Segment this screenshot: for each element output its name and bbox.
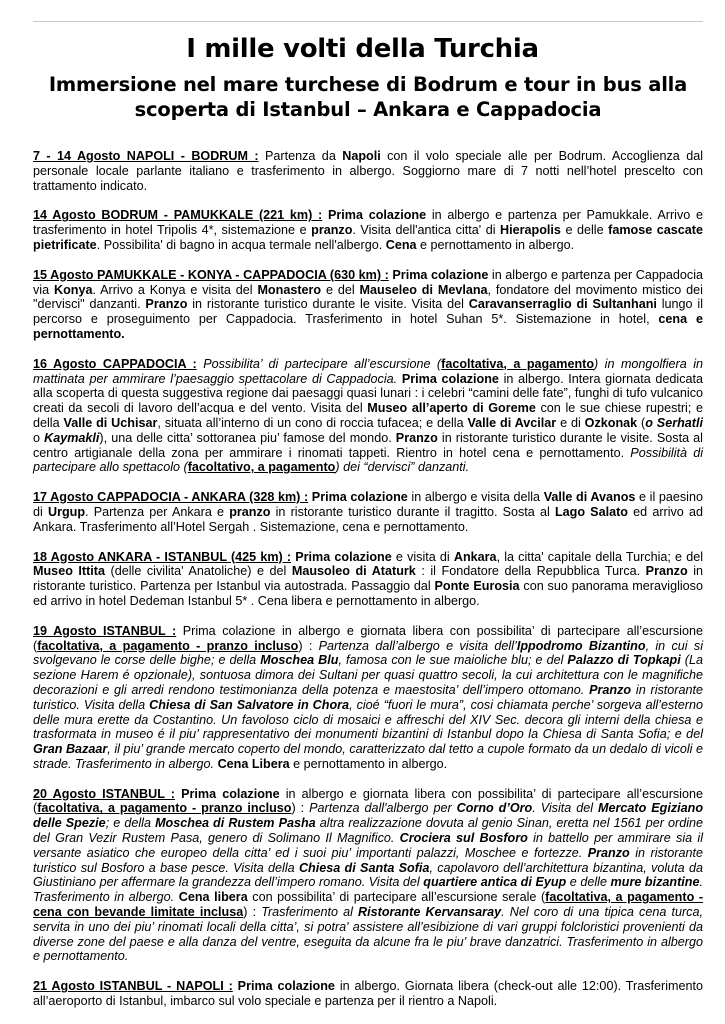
day-text: . Visita dell'antica citta' di <box>352 223 501 238</box>
day-text: Prima colazione in albergo e giornata libera con possibilita’ di partecipare all’escursione ( <box>33 623 703 653</box>
day-text: facoltativo, a pagamento <box>187 460 336 475</box>
top-rule <box>33 21 703 22</box>
day-text: e il paesino di <box>33 490 703 519</box>
day-text: Palazzo di Topkapi <box>567 653 681 668</box>
day-text: Cena Libera <box>217 756 290 771</box>
day-text: famose cascate pietrificate <box>33 223 704 252</box>
itinerary-day <box>33 149 703 193</box>
day-text: e visita di <box>391 549 454 564</box>
itinerary-day <box>33 268 703 342</box>
day-text: Pranzo <box>645 564 688 579</box>
day-text: Napoli <box>342 149 381 163</box>
day-text: quartiere antica di Eyup <box>423 875 567 890</box>
day-text: ) : <box>298 638 319 653</box>
day-text: Hierapolis <box>500 223 561 238</box>
day-text: in ristorante turistico durante le visite. Sosta al centro artigianale della zona per ammirare i rinomati tappeti. Rientro in hotel cena e pernottamento. <box>33 430 703 460</box>
day-text: Corno d’Oro <box>456 801 533 816</box>
day-text: . Possibilita' di bagno in acqua termale nell'albergo. <box>96 237 386 252</box>
document-subtitle: Immersione nel mare turchese di Bodrum e tour in bus alla scoperta di Istanbul – Ankara e Cappadocia <box>48 73 688 121</box>
day-text: Mercato Egiziano delle Spezie <box>33 801 704 831</box>
day-text: in ristorante turistico. Partenza per Istanbul via autostrada. Passaggio dal <box>33 564 704 594</box>
day-text: Caravanserraglio di Sultanhani <box>468 297 657 312</box>
day-text: e pernottamento in albergo. <box>416 237 575 252</box>
day-heading: 14 Agosto BODRUM - PAMUKKALE (221 km) : <box>33 208 323 223</box>
day-text: Konya <box>53 282 93 297</box>
day-text: e di <box>556 415 585 430</box>
day-text: Valle di Avanos <box>543 490 636 505</box>
day-text: Possibilità di partecipare allo spettacolo ( <box>33 445 704 475</box>
day-text: ( <box>637 415 646 430</box>
day-text: Pranzo <box>589 682 632 697</box>
day-text: in albergo e giornata libera con possibilita’ di partecipare all’escursione ( <box>33 786 703 816</box>
day-text: Ippodromo Bizantino <box>516 638 646 653</box>
day-text: in ristorante turistico durante le visite. Visita del <box>187 297 469 312</box>
day-text: Ozkonak <box>584 415 638 430</box>
day-text: e delle <box>560 223 609 238</box>
day-text: ed arrivo ad Ankara. Trasferimento all’Hotel Sergah . Sistemazione, cena e pernottamento. <box>33 504 703 534</box>
day-text: Prima colazione <box>327 208 427 223</box>
itinerary-day <box>33 787 703 965</box>
day-text: Partenza dall’albergo e visita dell’ <box>318 638 517 653</box>
day-heading: 19 Agosto ISTANBUL : <box>33 623 177 638</box>
day-text: o <box>33 430 45 445</box>
day-text: ) in mongolfiera in mattinata per ammirare l’paesaggio spettacolare di Cappadocia. <box>33 356 703 386</box>
day-text: in albergo e visita della <box>407 490 544 505</box>
day-text: Chiesa di San Salvatore in Chora <box>149 697 350 712</box>
day-text: : il Fondatore della Repubblica Turca. <box>415 564 646 579</box>
day-text: Museo all’aperto di Goreme <box>367 401 536 416</box>
day-text: in albergo e partenza per Pamukkale. Arrivo e trasferimento in hotel Tripolis 4*, sistemazione e <box>33 208 703 238</box>
itinerary-day <box>33 490 703 534</box>
day-text: Moschea Blu <box>260 653 339 668</box>
day-text: Valle di Avcilar <box>467 415 557 430</box>
day-heading: 15 Agosto PAMUKKALE - KONYA - CAPPADOCIA (630 km) : <box>33 267 389 282</box>
day-heading: 21 Agosto ISTANBUL - NAPOLI : <box>33 979 233 994</box>
day-text: e delle <box>566 875 611 890</box>
day-text: Valle di Uchisar <box>63 415 158 430</box>
day-text: in ristorante turistico durante il tragitto. Sosta al <box>270 504 555 519</box>
day-text: in albergo. Giornata libera (check-out alle 12:00). Trasferimento all’aeroporto di Istanbul, imbarco sul volo speciale e partenza per il rientro a Napoli. <box>33 979 704 1009</box>
day-text: Mausoleo di Ataturk <box>291 564 416 579</box>
day-text: cena e pernottamento. <box>33 312 703 341</box>
day-text: . Visita del <box>532 801 598 816</box>
day-text: pranzo <box>311 223 353 238</box>
day-text: in battello per ammirare sia il versante asiatico che europeo della citta’ ed i suoi piu’ importanti palazzi, Moschee e fortezze. <box>33 831 703 860</box>
day-text: con le sue chiese rupestri; e della <box>33 401 703 430</box>
day-text: Pranzo <box>587 845 630 860</box>
day-text: in albergo e partenza per Cappadocia via <box>33 267 703 297</box>
day-text: Crociera sul Bosforo <box>399 831 528 846</box>
day-text: in ristorante turistico sul Bosforo a base pesce. Visita della <box>33 845 703 875</box>
day-text: Ristorante Kervansaray <box>358 905 502 920</box>
day-text: ) dei “dervisci” danzanti. <box>335 460 470 475</box>
day-heading: 16 Agosto CAPPADOCIA : <box>33 356 197 371</box>
day-text: (La sezione Harem é opzionale), sontuosa dimora dei Sultani per quasi quattro secoli, la cui architettura con le magnifiche decorazioni e gli arredi rendono testimonianza della potenza e maestosita’ dell’impero ottomano. <box>33 653 703 697</box>
day-text: . Nel coro di una tipica cena turca, servita in uno dei piu’ rinomati locali della citta’, si potra' assistere all’esibizione di vari gruppi folcloristici provenienti da diverse zone del paese e alla danza del ventre, eseguita da alcune fra le piu’ brave danzatrici. Trasferimento in albergo e pernottamento. <box>33 905 703 964</box>
day-text: facoltativa, a pagamento - pranzo incluso <box>37 801 292 816</box>
day-text: , il piu’ grande mercato coperto del mondo, caratterizzato dal tetto a cupole formato da un dedalo di vicoli e strade. Trasferimento in albergo. <box>33 742 704 771</box>
document-title: I mille volti della Turchia <box>186 34 539 64</box>
day-text: facoltativa, a pagamento - cena con bevande limitate inclusa <box>33 890 704 920</box>
itinerary-day <box>33 550 703 609</box>
day-text: Mauseleo di Mevlana <box>359 282 488 297</box>
day-text: facoltativa, a pagamento - pranzo incluso <box>37 638 299 653</box>
day-heading: 18 Agosto ANKARA - ISTANBUL (425 km) : <box>33 549 292 564</box>
day-text: (delle civilita' Anatoliche) e del <box>105 564 292 579</box>
day-text: in albergo. Intera giornata dedicata alla scoperta di questa suggestiva regione dai paesaggi quasi lunari : i celebri “camini delle fate”, funghi di tufo vulcanico creati da secoli di lavoro dell’acqua e del vento. Visita del <box>33 371 703 416</box>
day-text: con possibilita’ di partecipare all’escursione serale ( <box>247 890 546 905</box>
day-text: Possibilita’ di partecipare all’escursione ( <box>203 356 442 371</box>
day-text: Gran Bazaar <box>33 742 108 757</box>
day-text: Ankara <box>453 549 497 564</box>
day-text: ; e della <box>105 816 156 831</box>
day-text: , cioé “fuori le mura”, cosi chiamata perche’ sorgeva all’esterno delle mura erette da Costantino. Un favoloso ciclo di mosaici e affreschi del XIV Sec. decora gli interni della chiesa e trasformata in museo é il piu’ rappresentativo dei monumenti bizantini di Istanbul dopo la Chiesa di Santa Sofia; e del <box>33 697 703 742</box>
day-text: Prima colazione <box>237 979 335 994</box>
day-text: in ristorante turistico. Visita della <box>33 682 703 712</box>
day-text: Monastero <box>257 282 322 297</box>
day-text: altra realizzazione dovuta al genio Sinan, eretta nel 1561 per ordine del Gran Vezir Rustem Pasa, genero di Solimano Il Magnifico. <box>33 816 704 846</box>
itinerary-day <box>33 624 703 772</box>
day-text: Pranzo <box>395 430 438 445</box>
day-text: Cena <box>385 237 417 252</box>
day-text: Kaymakli <box>44 430 100 445</box>
day-text: facoltativa, a pagamento <box>441 356 595 371</box>
day-text: Partenza da <box>258 149 343 163</box>
day-text: , fondatore del movimento mistico dei "dervisci" danzanti. <box>33 282 703 312</box>
day-text: . Partenza per Ankara e <box>85 504 230 519</box>
day-text: Partenza dall'albergo per <box>309 801 457 816</box>
day-text: Pranzo <box>145 297 188 312</box>
day-text: ) : <box>291 801 310 816</box>
day-text: lungo il percorso e proseguimento per Cappadocia. Trasferimento in hotel Suhan 5*. Sistemazione in hotel, <box>33 297 703 327</box>
day-text: Prima colazione <box>311 490 408 505</box>
day-text: Moschea di Rustem Pasha <box>155 816 316 831</box>
day-text: Urgup <box>47 504 86 519</box>
day-text: . Arrivo a Konya e visita del <box>92 282 258 297</box>
day-text: Prima colazione <box>295 549 392 564</box>
day-text: e del <box>321 282 360 297</box>
day-heading: 20 Agosto ISTANBUL : <box>33 786 175 801</box>
day-text: ), una delle citta’ sottoranea piu’ famose del mondo. <box>99 430 396 445</box>
day-text: , situata all’interno di un cono di roccia tufacea; e della <box>157 415 468 430</box>
day-text: , famosa con le sue maioliche blu; e del <box>338 653 568 668</box>
day-text: , in cui si svolgevano le corse delle bighe; e della <box>33 638 703 668</box>
day-text: Cena libera <box>178 890 248 905</box>
day-text: , la citta' capitale della Turchia; e del <box>496 549 704 564</box>
day-text: mure bizantine <box>610 875 700 890</box>
itinerary-day <box>33 208 703 252</box>
day-heading: 17 Agosto CAPPADOCIA - ANKARA (328 km) : <box>33 490 309 505</box>
day-text: Chiesa di Santa Sofia <box>298 860 430 875</box>
day-text: Lago Salato <box>554 504 628 519</box>
day-text: , capolavoro dell’architettura bizantina, voluta da Giustiniano per affermare la grandezza dell’impero romano. Visita del <box>33 860 704 890</box>
day-text: Prima colazione <box>392 267 489 282</box>
day-heading: 7 - 14 Agosto NAPOLI - BODRUM : <box>33 149 259 163</box>
itinerary <box>33 149 703 1024</box>
day-text: . Trasferimento in albergo. <box>33 875 703 905</box>
day-text: Ponte Eurosia <box>434 579 520 594</box>
itinerary-day <box>33 357 703 475</box>
day-text: con il volo speciale alle per Bodrum. Accoglienza dal personale locale parlante italiano e trasferimento in albergo. Soggiorno mare di 7 notti nell’hotel prescelto con trattamento indicato. <box>33 149 704 193</box>
day-text: Trasferimento al <box>261 905 359 920</box>
day-text: o Serhatli <box>645 415 703 430</box>
day-text: ) : <box>243 905 262 920</box>
day-text: con suo panorama meraviglioso ed arrivo in hotel Dedeman Istanbul 5* . Cena libera e pernottamento in albergo. <box>33 579 703 608</box>
day-text: Prima colazione <box>181 786 280 801</box>
day-text: Prima colazione <box>401 371 499 386</box>
day-text: Museo Ittita <box>33 564 106 579</box>
itinerary-day <box>33 979 703 1009</box>
day-text: pranzo <box>229 504 271 519</box>
day-text: e pernottamento in albergo. <box>289 756 448 771</box>
